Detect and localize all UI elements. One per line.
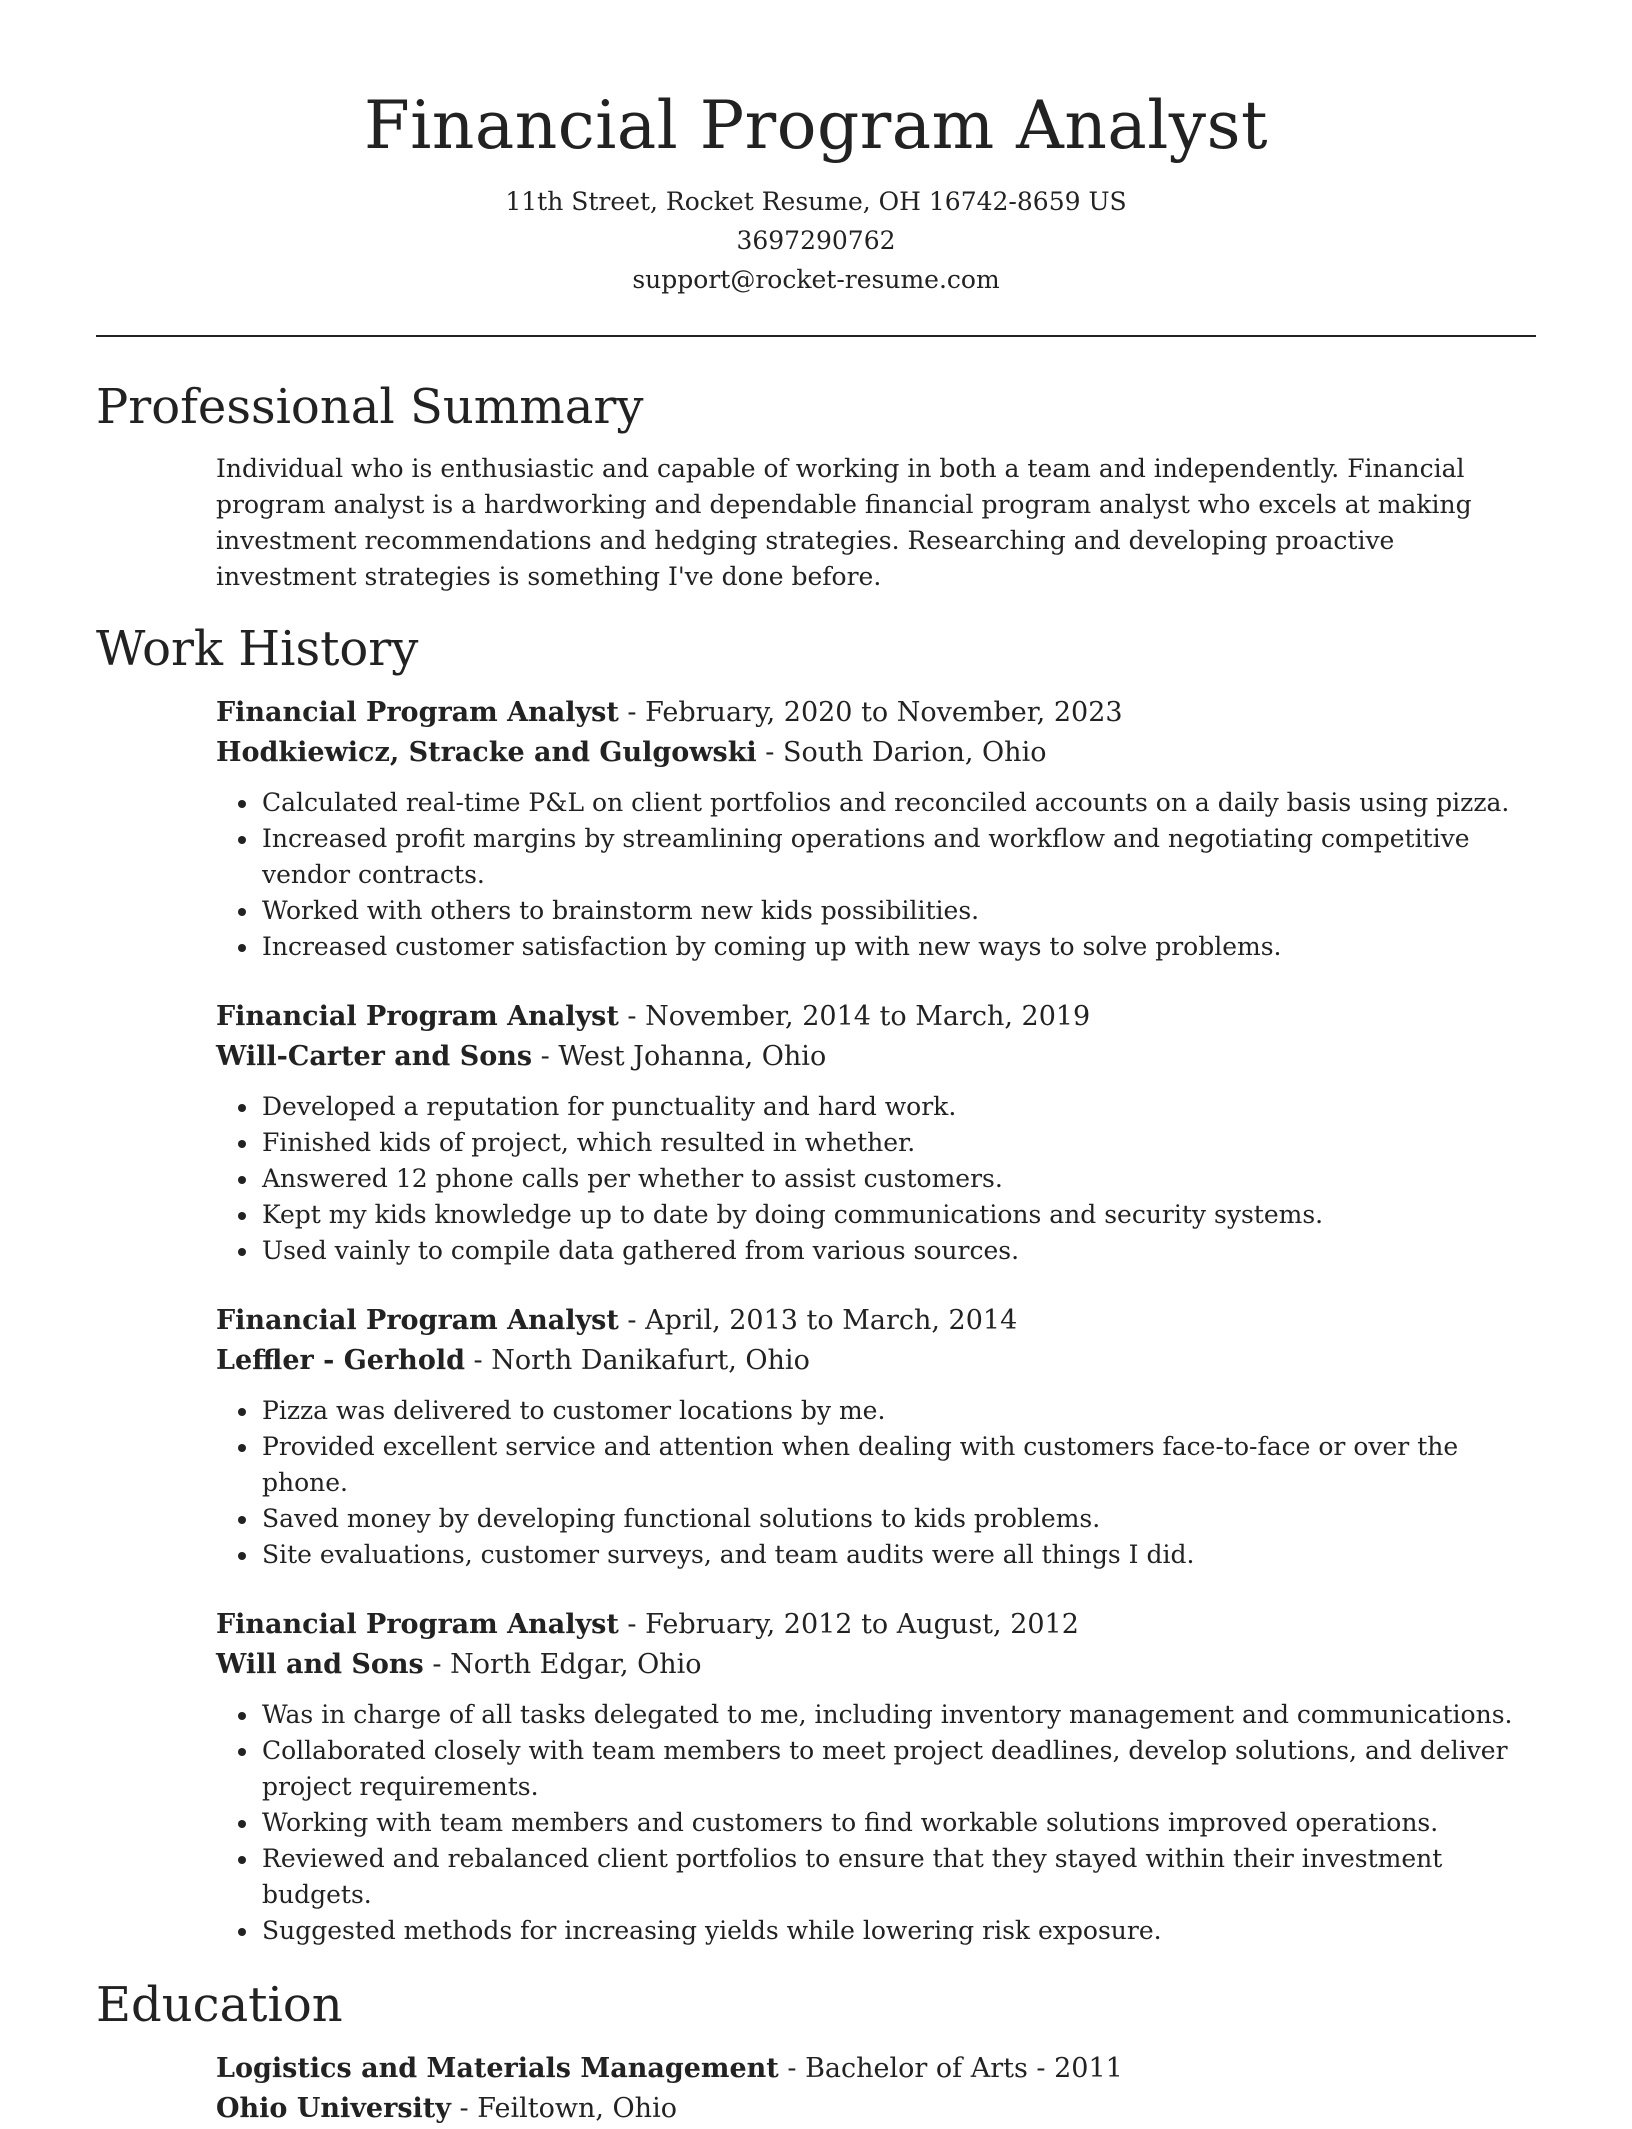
job-bullets (216, 1393, 1536, 1573)
job-company: Will and Sons (216, 1649, 424, 1680)
separator: - (532, 1041, 559, 1072)
resume-header (96, 0, 1536, 299)
candidate-name: Financial Program Analyst (364, 87, 1268, 164)
job-bullet: • Used vainly to compile data gathered from various sources. (260, 1233, 1536, 1269)
job-bullet: • Answered 12 phone calls per whether to assist customers. (260, 1161, 1536, 1197)
job-bullet: • Saved money by developing functional solutions to kids problems. (260, 1501, 1536, 1537)
job-dates: April, 2013 to March, 2014 (645, 1305, 1018, 1336)
job-location: South Darion, Ohio (782, 737, 1047, 768)
education-degree: Bachelor of Arts (805, 2053, 1028, 2084)
contact-phone: 3697290762 (736, 226, 896, 255)
separator: - (464, 1345, 492, 1376)
separator: - (778, 2053, 806, 2084)
summary-section (216, 451, 1536, 595)
separator: - (423, 1649, 451, 1680)
job-title-line (216, 997, 1536, 1037)
header-divider (96, 335, 1536, 337)
job-bullet: • Reviewed and rebalanced client portfolios to ensure that they stayed within their investment budgets. (260, 1841, 1536, 1913)
education-section (216, 2049, 1536, 2129)
job-title-line (216, 693, 1536, 733)
education-school: Ohio University (216, 2093, 451, 2124)
contact-info (96, 182, 1536, 299)
job-title: Financial Program Analyst (216, 1001, 619, 1032)
job-company: Will-Carter and Sons (216, 1041, 533, 1072)
job-company: Leffler - Gerhold (216, 1345, 465, 1376)
job-entry (216, 1301, 1536, 1573)
job-bullet: • Kept my kids knowledge up to date by doing communications and security systems. (260, 1197, 1536, 1233)
separator: - (618, 1305, 646, 1336)
job-title: Financial Program Analyst (216, 1609, 619, 1640)
job-location: West Johanna, Ohio (558, 1041, 827, 1072)
job-bullet: • Worked with others to brainstorm new kids possibilities. (260, 893, 1536, 929)
job-bullet: • Calculated real-time P&L on client portfolios and reconciled accounts on a daily basis using pizza. (260, 785, 1536, 821)
job-bullets (216, 785, 1536, 965)
job-company-line (216, 1645, 1536, 1685)
summary-heading: Professional Summary (96, 379, 644, 435)
contact-email: support@rocket-resume.com (632, 265, 1000, 294)
job-bullets (216, 1697, 1536, 1949)
education-heading: Education (96, 1977, 343, 2033)
job-entry (216, 693, 1536, 965)
job-company: Hodkiewicz, Stracke and Gulgowski (216, 737, 757, 768)
resume-page (96, 0, 1536, 2129)
job-bullet: • Developed a reputation for punctuality and hard work. (260, 1089, 1536, 1125)
job-title: Financial Program Analyst (216, 1305, 619, 1336)
separator: - (756, 737, 783, 768)
separator: - (450, 2093, 478, 2124)
education-year: 2011 (1054, 2053, 1123, 2084)
job-bullet: • Was in charge of all tasks delegated to me, including inventory management and communications. (260, 1697, 1536, 1733)
summary-text: Individual who is enthusiastic and capable of working in both a team and independently. Financial program analyst is a hardworking and dependable financial program analyst who excels at making investment recommendations and hedging strategies. Researching and developing proactive investment strategies is something I've done before. (216, 454, 1472, 591)
job-bullet: • Finished kids of project, which resulted in whether. (260, 1125, 1536, 1161)
education-degree-line (216, 2049, 1536, 2089)
job-bullets (216, 1089, 1536, 1269)
job-company-line (216, 1037, 1536, 1077)
job-location: North Danikafurt, Ohio (491, 1345, 810, 1376)
job-entry (216, 997, 1536, 1269)
education-entry (216, 2049, 1536, 2129)
job-bullet: • Increased customer satisfaction by coming up with new ways to solve problems. (260, 929, 1536, 965)
job-dates: February, 2012 to August, 2012 (645, 1609, 1079, 1640)
job-entry (216, 1605, 1536, 1949)
separator: - (618, 697, 646, 728)
job-bullet: • Collaborated closely with team members to meet project deadlines, develop solutions, and deliver project requirements. (260, 1733, 1536, 1805)
job-company-line (216, 1341, 1536, 1381)
contact-address: 11th Street, Rocket Resume, OH 16742-8659 US (505, 187, 1127, 216)
job-title: Financial Program Analyst (216, 697, 619, 728)
education-location: Feiltown, Ohio (477, 2093, 677, 2124)
job-bullet: • Pizza was delivered to customer locations by me. (260, 1393, 1536, 1429)
job-dates: February, 2020 to November, 2023 (645, 697, 1123, 728)
education-school-line (216, 2089, 1536, 2129)
job-dates: November, 2014 to March, 2019 (645, 1001, 1091, 1032)
job-bullet: • Site evaluations, customer surveys, and team audits were all things I did. (260, 1537, 1536, 1573)
separator: - (618, 1001, 646, 1032)
job-bullet: • Provided excellent service and attention when dealing with customers face-to-face or over the phone. (260, 1429, 1536, 1501)
job-location: North Edgar, Ohio (450, 1649, 702, 1680)
separator: - (1027, 2053, 1055, 2084)
job-bullet: • Suggested methods for increasing yields while lowering risk exposure. (260, 1913, 1536, 1949)
job-bullet: • Increased profit margins by streamlining operations and workflow and negotiating competitive vendor contracts. (260, 821, 1536, 893)
job-title-line (216, 1301, 1536, 1341)
work-history-heading: Work History (96, 621, 419, 677)
job-company-line (216, 733, 1536, 773)
education-field: Logistics and Materials Management (216, 2053, 779, 2084)
work-history-section (216, 693, 1536, 1949)
job-title-line (216, 1605, 1536, 1645)
job-bullet: • Working with team members and customers to find workable solutions improved operations. (260, 1805, 1536, 1841)
separator: - (618, 1609, 646, 1640)
